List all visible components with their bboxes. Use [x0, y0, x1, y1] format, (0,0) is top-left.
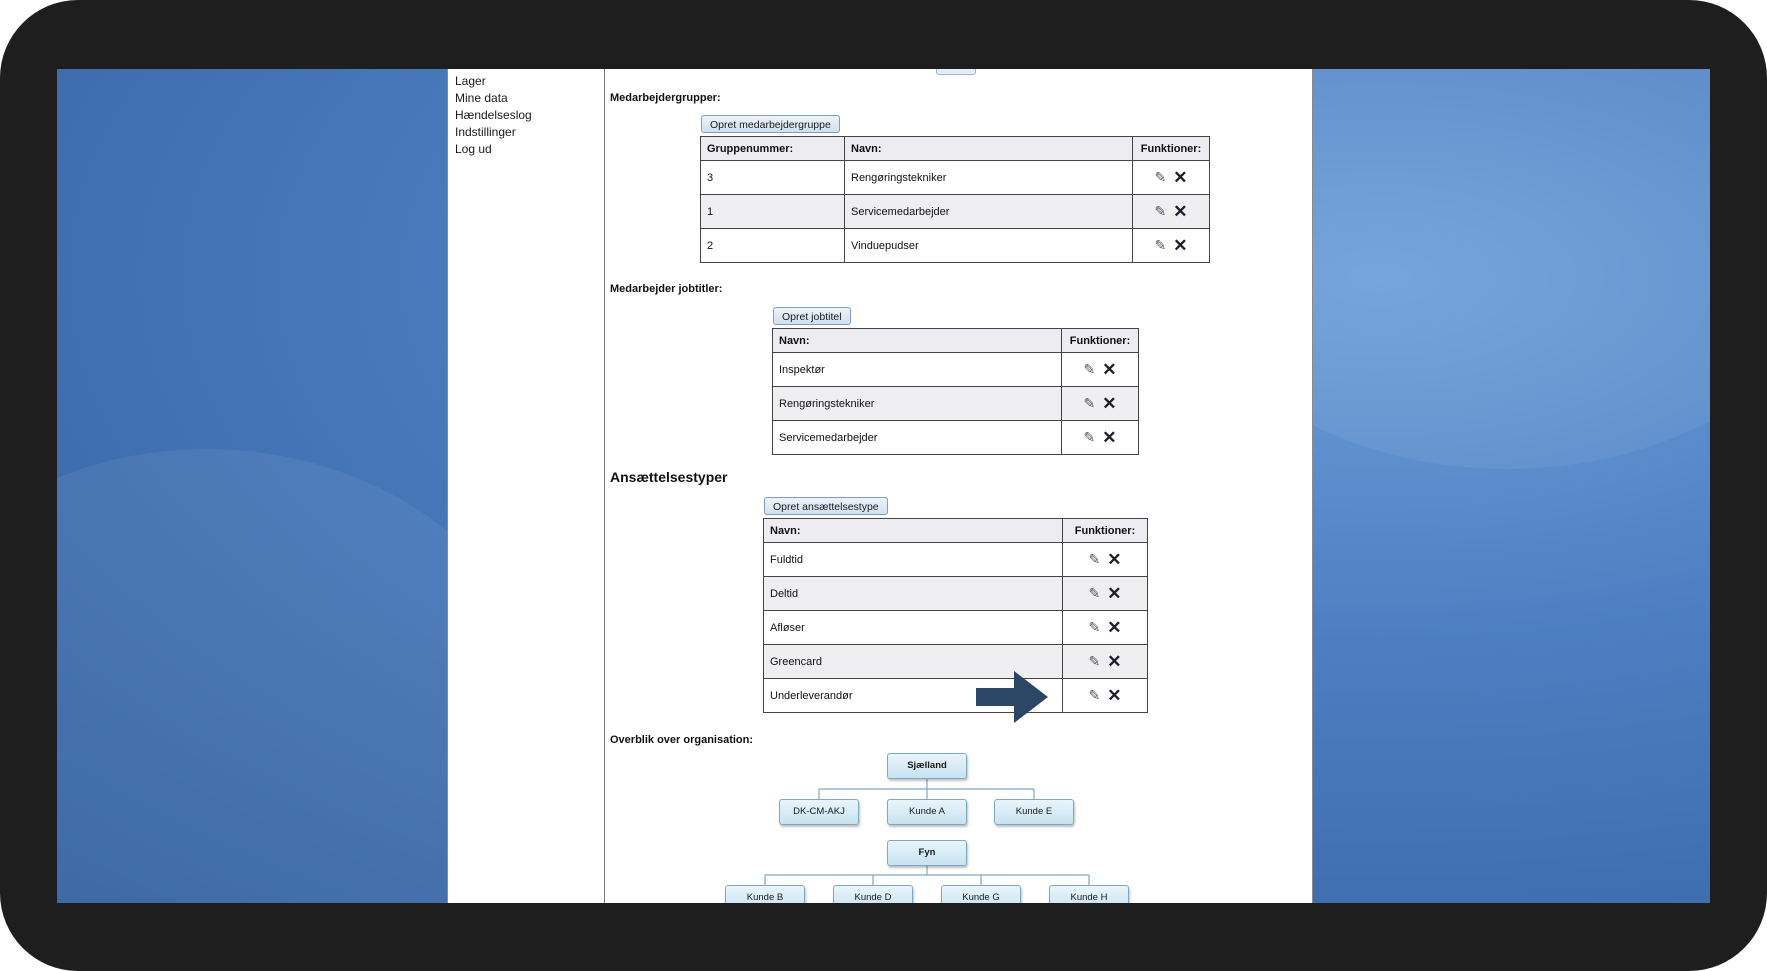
header-name: Navn: [764, 519, 1063, 543]
org-node-sjaelland[interactable]: Sjælland [887, 753, 967, 779]
header-name: Navn: [845, 137, 1133, 161]
org-node[interactable]: Kunde H [1049, 885, 1129, 903]
org-node[interactable]: Kunde B [725, 885, 805, 903]
desktop [57, 69, 1710, 903]
employment-title: Ansættelsestyper [610, 469, 728, 485]
close-icon[interactable]: ✕ [1107, 583, 1122, 603]
jobtitles-title: Medarbejder jobtitler: [610, 283, 723, 295]
cell-name: Underleverandør [764, 679, 1063, 713]
cell-name: Rengøringstekniker [773, 387, 1062, 421]
cell-name: Servicemedarbejder [845, 195, 1133, 229]
close-icon[interactable]: ✕ [1107, 549, 1122, 569]
groups-title: Medarbejdergrupper: [610, 92, 721, 104]
menu-item-lager[interactable]: Lager [455, 74, 486, 88]
pencil-icon[interactable]: ✎ [1088, 619, 1101, 635]
org-node[interactable]: Kunde A [887, 799, 967, 825]
close-icon[interactable]: ✕ [1102, 427, 1117, 447]
cell-name: Afløser [764, 611, 1063, 645]
cell-name: Deltid [764, 577, 1063, 611]
org-node[interactable]: DK-CM-AKJ [779, 799, 859, 825]
close-icon[interactable]: ✕ [1107, 617, 1122, 637]
create-employment-type-button[interactable]: Opret ansættelsestype [764, 497, 888, 515]
close-icon[interactable]: ✕ [1107, 685, 1122, 705]
create-jobtitle-button[interactable]: Opret jobtitel [773, 307, 851, 325]
cell-name: Vinduepudser [845, 229, 1133, 263]
org-node-fyn[interactable]: Fyn [887, 840, 967, 866]
org-node[interactable]: Kunde G [941, 885, 1021, 903]
header-functions: Funktioner: [1062, 329, 1139, 353]
cell-name: Rengøringstekniker [845, 161, 1133, 195]
pencil-icon[interactable]: ✎ [1088, 687, 1101, 703]
create-group-button[interactable]: Opret medarbejdergruppe [701, 115, 840, 133]
menu-item-indstillinger[interactable]: Indstillinger [455, 125, 516, 139]
cell-name: Inspektør [773, 353, 1062, 387]
side-menu [448, 69, 605, 903]
close-icon[interactable]: ✕ [1102, 393, 1117, 413]
cell-group-number: 3 [701, 161, 845, 195]
org-node[interactable]: Kunde D [833, 885, 913, 903]
pencil-icon[interactable]: ✎ [1088, 585, 1101, 601]
cell-name: Greencard [764, 645, 1063, 679]
close-icon[interactable]: ✕ [1173, 167, 1188, 187]
cell-group-number: 1 [701, 195, 845, 229]
pencil-icon[interactable]: ✎ [1154, 169, 1167, 185]
pencil-icon[interactable]: ✎ [1154, 203, 1167, 219]
org-node[interactable]: Kunde E [994, 799, 1074, 825]
header-name: Navn: [773, 329, 1062, 353]
arrow-right-icon [976, 671, 1048, 723]
menu-item-log-ud[interactable]: Log ud [455, 142, 492, 156]
cell-name: Fuldtid [764, 543, 1063, 577]
main-content [605, 69, 1312, 903]
pencil-icon[interactable]: ✎ [1083, 429, 1096, 445]
org-title: Overblik over organisation: [610, 734, 754, 746]
cell-group-number: 2 [701, 229, 845, 263]
header-functions: Funktioner: [1133, 137, 1210, 161]
pencil-icon[interactable]: ✎ [1088, 551, 1101, 567]
menu-item-haendelseslog[interactable]: Hændelseslog [455, 108, 532, 122]
menu-item-mine-data[interactable]: Mine data [455, 91, 508, 105]
pencil-icon[interactable]: ✎ [1083, 395, 1096, 411]
close-icon[interactable]: ✕ [1107, 651, 1122, 671]
pencil-icon[interactable]: ✎ [1154, 237, 1167, 253]
pencil-icon[interactable]: ✎ [1083, 361, 1096, 377]
close-icon[interactable]: ✕ [1102, 359, 1117, 379]
header-group-number: Gruppenummer: [701, 137, 845, 161]
pencil-icon[interactable]: ✎ [1088, 653, 1101, 669]
browser-page [447, 69, 1313, 903]
cell-name: Servicemedarbejder [773, 421, 1062, 455]
close-icon[interactable]: ✕ [1173, 235, 1188, 255]
close-icon[interactable]: ✕ [1173, 201, 1188, 221]
header-functions: Funktioner: [1063, 519, 1148, 543]
